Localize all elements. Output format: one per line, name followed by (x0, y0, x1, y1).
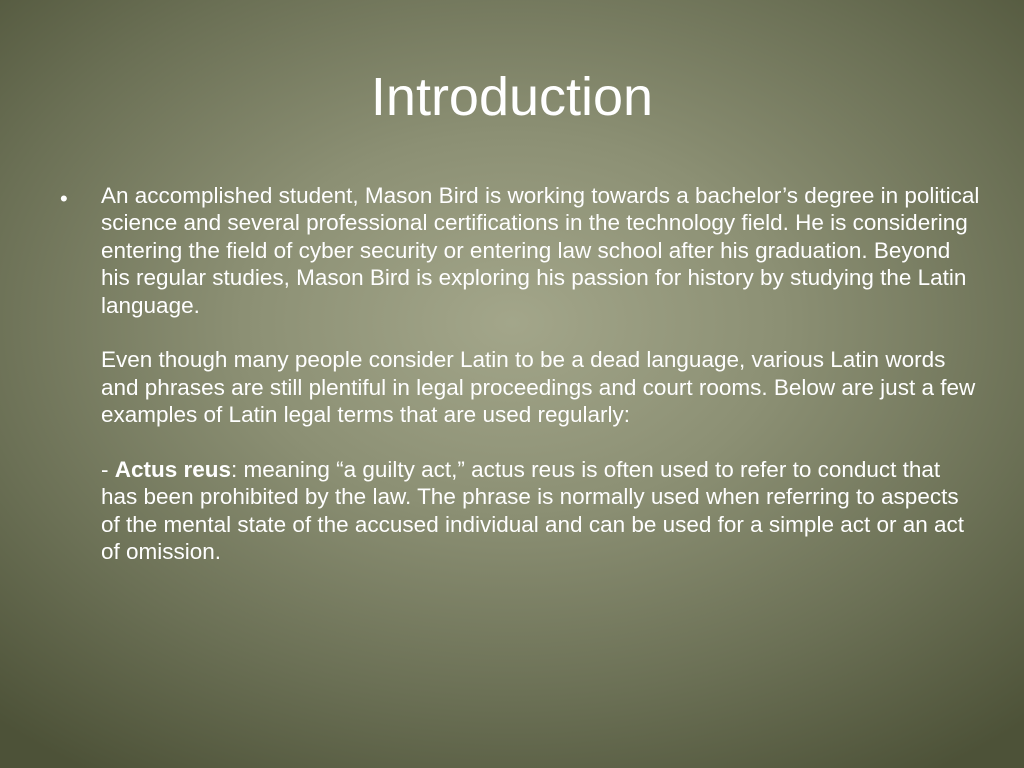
slide-body (101, 182, 981, 593)
term-definition: : meaning “a guilty act,” actus reus is often used to refer to conduct that has been prohibited by the law. The phrase is normally used when referring to aspects of the mental state of the accused individual and can be used for a simple act or an act of omission. (101, 457, 965, 565)
intro-paragraph: An accomplished student, Mason Bird is working towards a bachelor’s degree in political science and several professional certifications in the technology field. He is considering entering the field of cyber security or entering law school after his graduation. Beyond his regular studies, Mason Bird is exploring his passion for history by studying the Latin language. (101, 183, 980, 318)
term-paragraph (101, 456, 981, 566)
term-prefix: - (101, 457, 115, 483)
slide-title: Introduction (370, 67, 654, 127)
bullet-marker: • (60, 186, 68, 211)
latin-paragraph: Even though many people consider Latin to be a dead language, various Latin words and phrases are still plentiful in legal proceedings and court rooms. Below are just a few examples of Latin legal terms that are used regularly: (101, 347, 976, 428)
term-name: Actus reus (114, 457, 232, 483)
